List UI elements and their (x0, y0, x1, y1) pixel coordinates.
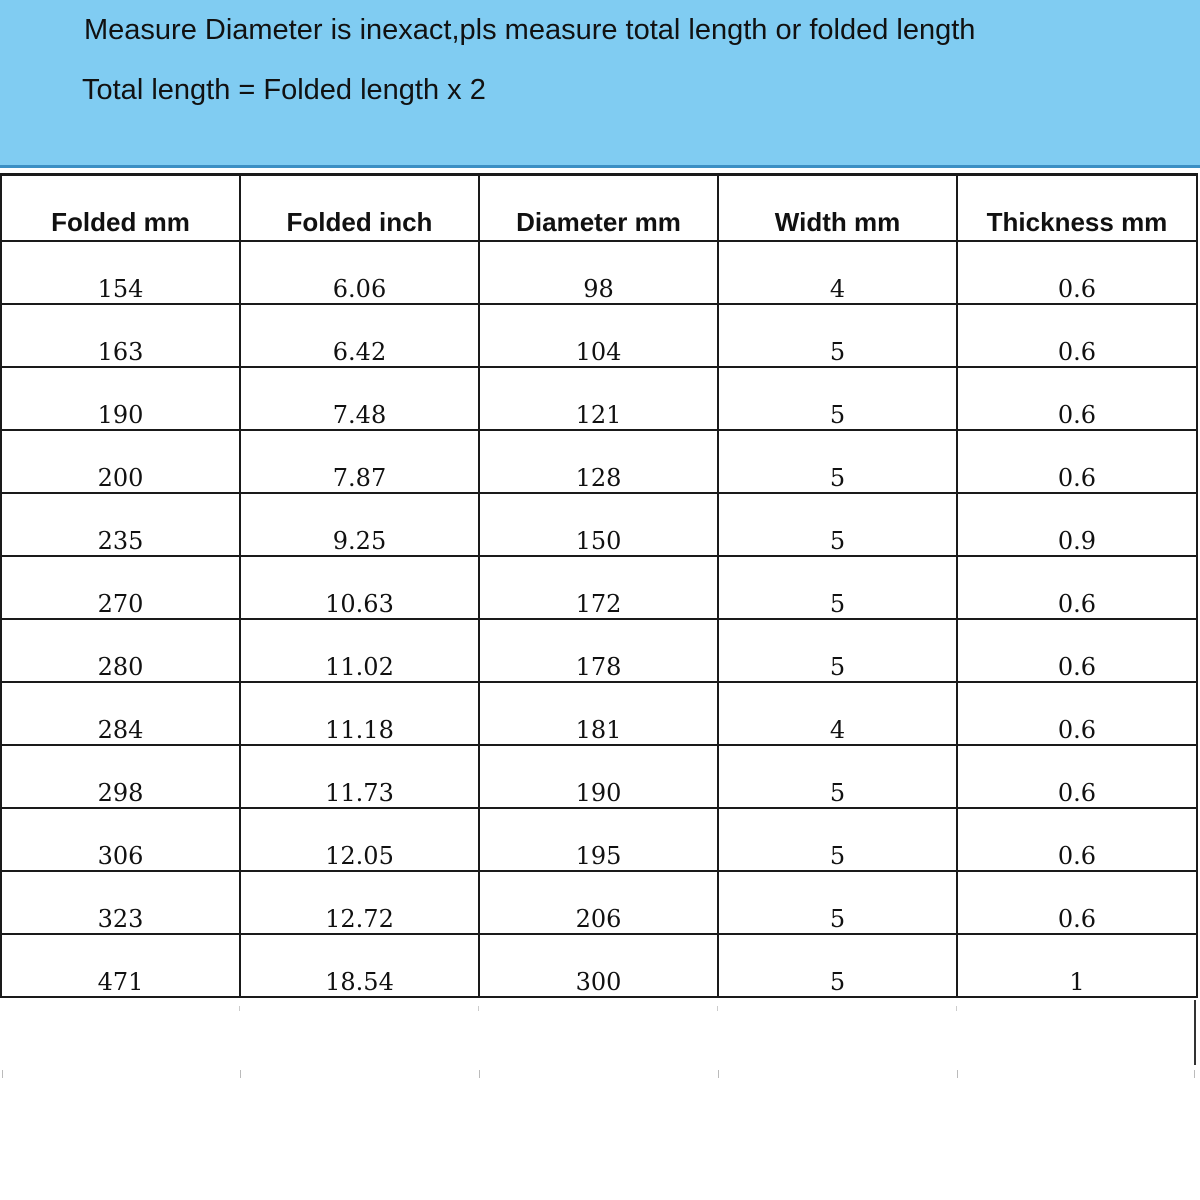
cell-folded-inch: 18.54 (240, 934, 479, 997)
header-width-mm: Width mm (718, 175, 957, 242)
cell-thickness-mm: 0.6 (957, 430, 1197, 493)
cell-width-mm: 5 (718, 367, 957, 430)
cell-width-mm: 5 (718, 808, 957, 871)
header-folded-inch: Folded inch (240, 175, 479, 242)
table-row (1, 430, 1197, 493)
cell-folded-inch: 7.87 (240, 430, 479, 493)
table-row (1, 682, 1197, 745)
cell-width-mm: 4 (718, 241, 957, 304)
cell-thickness-mm: 0.6 (957, 556, 1197, 619)
cell-diameter-mm: 104 (479, 304, 718, 367)
cell-thickness-mm: 0.9 (957, 493, 1197, 556)
cell-folded-inch: 9.25 (240, 493, 479, 556)
table-row (1, 808, 1197, 871)
cell-folded-inch: 12.05 (240, 808, 479, 871)
table-row (1, 241, 1197, 304)
cell-diameter-mm: 172 (479, 556, 718, 619)
cell-folded-mm: 154 (1, 241, 240, 304)
cell-diameter-mm: 190 (479, 745, 718, 808)
cell-folded-inch: 6.42 (240, 304, 479, 367)
cell-folded-mm: 323 (1, 871, 240, 934)
cell-folded-inch: 11.73 (240, 745, 479, 808)
instruction-banner (0, 0, 1200, 168)
header-thickness-mm: Thickness mm (957, 175, 1197, 242)
cell-thickness-mm: 0.6 (957, 808, 1197, 871)
table-row (1, 304, 1197, 367)
table-row (1, 934, 1197, 997)
table-body (1, 241, 1197, 997)
cell-diameter-mm: 178 (479, 619, 718, 682)
cell-thickness-mm: 0.6 (957, 241, 1197, 304)
cell-folded-inch: 11.18 (240, 682, 479, 745)
size-table (0, 173, 1198, 998)
cell-diameter-mm: 206 (479, 871, 718, 934)
cell-thickness-mm: 0.6 (957, 682, 1197, 745)
cell-folded-inch: 7.48 (240, 367, 479, 430)
cell-width-mm: 5 (718, 871, 957, 934)
header-folded-mm: Folded mm (1, 175, 240, 242)
cell-folded-mm: 190 (1, 367, 240, 430)
table-row (1, 556, 1197, 619)
cell-diameter-mm: 128 (479, 430, 718, 493)
cell-folded-inch: 6.06 (240, 241, 479, 304)
cell-folded-inch: 10.63 (240, 556, 479, 619)
cell-diameter-mm: 121 (479, 367, 718, 430)
cell-width-mm: 5 (718, 619, 957, 682)
cell-folded-inch: 12.72 (240, 871, 479, 934)
cell-folded-mm: 471 (1, 934, 240, 997)
cell-diameter-mm: 98 (479, 241, 718, 304)
cell-width-mm: 5 (718, 934, 957, 997)
cell-folded-mm: 235 (1, 493, 240, 556)
table-right-edge-line (1194, 1000, 1196, 1065)
cell-thickness-mm: 0.6 (957, 367, 1197, 430)
cell-thickness-mm: 0.6 (957, 871, 1197, 934)
cell-width-mm: 5 (718, 493, 957, 556)
banner-measure-note: Measure Diameter is inexact,pls measure total length or folded length (84, 14, 976, 46)
cell-width-mm: 5 (718, 304, 957, 367)
cell-folded-mm: 298 (1, 745, 240, 808)
cell-thickness-mm: 0.6 (957, 619, 1197, 682)
cell-diameter-mm: 150 (479, 493, 718, 556)
cell-folded-inch: 11.02 (240, 619, 479, 682)
cell-folded-mm: 284 (1, 682, 240, 745)
cell-diameter-mm: 181 (479, 682, 718, 745)
table-row (1, 493, 1197, 556)
cell-folded-mm: 306 (1, 808, 240, 871)
cell-thickness-mm: 0.6 (957, 304, 1197, 367)
header-diameter-mm: Diameter mm (479, 175, 718, 242)
banner-total-length-formula: Total length = Folded length x 2 (82, 74, 486, 106)
cell-folded-mm: 270 (1, 556, 240, 619)
table-row (1, 745, 1197, 808)
cell-width-mm: 4 (718, 682, 957, 745)
size-table-container (0, 173, 1200, 998)
table-row (1, 367, 1197, 430)
cell-folded-mm: 280 (1, 619, 240, 682)
cell-width-mm: 5 (718, 556, 957, 619)
cell-thickness-mm: 0.6 (957, 745, 1197, 808)
cell-folded-mm: 163 (1, 304, 240, 367)
cell-diameter-mm: 300 (479, 934, 718, 997)
cell-width-mm: 5 (718, 745, 957, 808)
cell-folded-mm: 200 (1, 430, 240, 493)
table-row (1, 619, 1197, 682)
faint-divider-marks-bottom (0, 1070, 1200, 1082)
cell-width-mm: 5 (718, 430, 957, 493)
table-row (1, 871, 1197, 934)
cell-thickness-mm: 1 (957, 934, 1197, 997)
cell-diameter-mm: 195 (479, 808, 718, 871)
faint-divider-marks-top (0, 1006, 1200, 1012)
table-header-row (1, 175, 1197, 242)
